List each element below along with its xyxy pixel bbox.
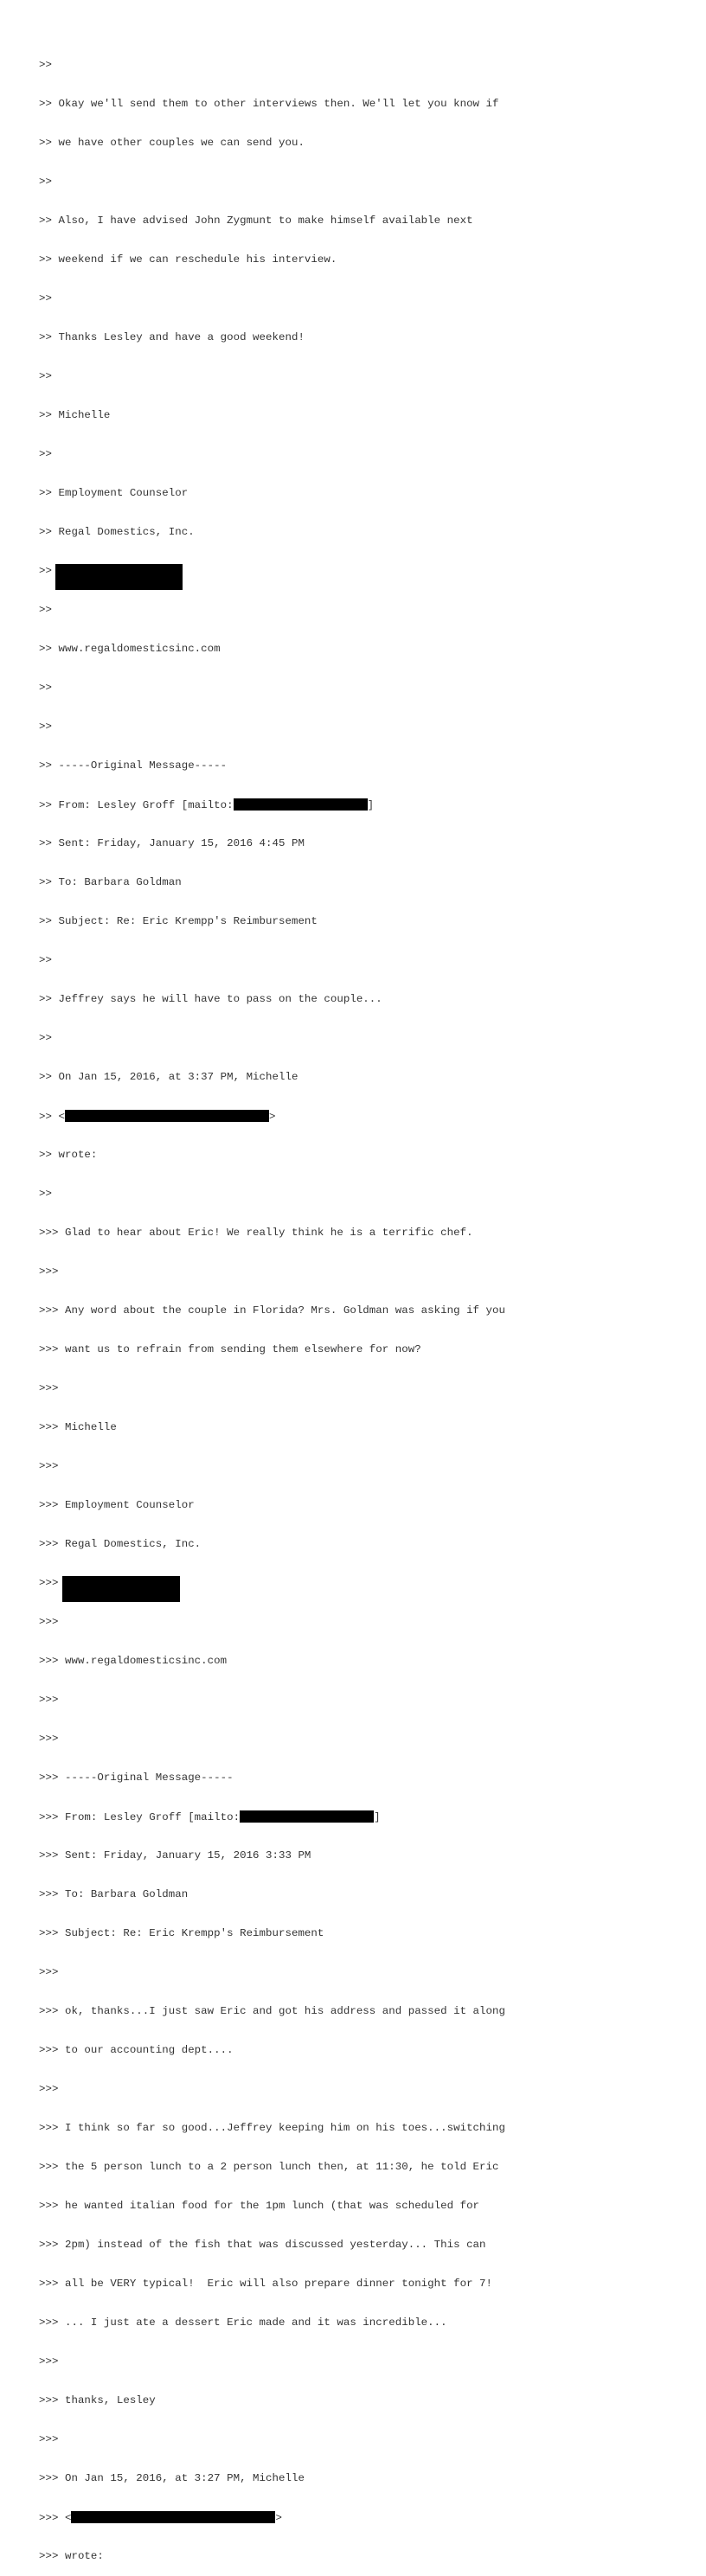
text-line: >> From: Lesley Groff [mailto: ] [39,799,375,811]
redaction-block [240,1810,374,1823]
text-line: >>> Employment Counselor [39,1499,195,1511]
text-line: >>> ... I just ate a dessert Eric made and it was incredible... [39,2316,447,2329]
text-line: >>> thanks, Lesley [39,2394,156,2406]
text-line: >>> [39,1694,59,1706]
text-line: >> < > [39,1111,276,1123]
text-line: >>> From: Lesley Groff [mailto: ] [39,1811,381,1823]
text-line: >> [39,565,505,578]
text-line: >> [39,954,52,966]
text-line: >>> [39,1382,59,1394]
text-line: >>> wrote: [39,2550,104,2562]
text-line: >>> I think so far so good...Jeffrey keeping him on his toes...switching [39,2122,505,2134]
text-line: >> [39,448,52,460]
text-line: >>> [39,2355,59,2368]
text-line: >> Also, I have advised John Zygmunt to make himself available next [39,215,473,227]
text-line: >>> [39,2433,59,2445]
text-line: >>> [39,1616,59,1628]
text-line: >>> Michelle [39,1421,117,1433]
text-line: >>> to our accounting dept.... [39,2044,234,2056]
text-line: >> we have other couples we can send you. [39,137,305,149]
text-line: >>> Sent: Friday, January 15, 2016 3:33 PM [39,1849,311,1862]
text-line: >>> [39,1266,59,1278]
email-document [39,33,505,2576]
text-line: >>> -----Original Message----- [39,1772,234,1784]
text-line: >> Employment Counselor [39,487,189,499]
text-line: >> Jeffrey says he will have to pass on the couple... [39,993,382,1005]
text-line: >>> [39,1460,59,1472]
text-line: >> [39,721,52,733]
text-line: >> [39,370,52,382]
text-line: >>> To: Barbara Goldman [39,1888,189,1900]
text-line: >> www.regaldomesticsinc.com [39,643,221,655]
text-line: >>> want us to refrain from sending them elsewhere for now? [39,1343,421,1355]
text-line: >>> [39,1966,59,1978]
text-line: >>> Glad to hear about Eric! We really think he is a terrific chef. [39,1227,473,1239]
text-line: >> On Jan 15, 2016, at 3:37 PM, Michelle [39,1071,298,1083]
text-line: >>> he wanted italian food for the 1pm lunch (that was scheduled for [39,2200,480,2212]
redaction-block [55,564,183,590]
redaction-block [65,1110,269,1122]
text-line: >>> Any word about the couple in Florida? Mrs. Goldman was asking if you [39,1304,505,1317]
text-line: >> To: Barbara Goldman [39,876,182,888]
text-line: >> [39,1188,52,1200]
redaction-block [62,1576,180,1602]
text-line: >> -----Original Message----- [39,759,228,772]
text-line: >>> the 5 person lunch to a 2 person lunch then, at 11:30, he told Eric [39,2161,499,2173]
text-line: >> weekend if we can reschedule his interview. [39,253,337,266]
text-line: >> Okay we'll send them to other interviews then. We'll let you know if [39,98,499,110]
text-line: >>> < > [39,2512,282,2524]
text-line: >> [39,59,52,71]
text-line: >> Sent: Friday, January 15, 2016 4:45 PM [39,837,305,849]
text-line: >>> On Jan 15, 2016, at 3:27 PM, Michelle [39,2472,305,2484]
text-line: >>> 2pm) instead of the fish that was discussed yesterday... This can [39,2239,486,2251]
text-line: >> [39,682,52,694]
text-line: >> [39,292,52,304]
text-line: >> [39,1032,52,1044]
text-line: >>> [39,2083,59,2095]
text-line: >>> Regal Domestics, Inc. [39,1538,202,1550]
text-line: >> Regal Domestics, Inc. [39,526,195,538]
text-line: >> Subject: Re: Eric Krempp's Reimbursement [39,915,318,927]
text-line: >> Thanks Lesley and have a good weekend! [39,331,305,343]
text-line: >> [39,604,52,616]
text-line: >>> www.regaldomesticsinc.com [39,1655,228,1667]
text-line: >>> [39,1577,505,1590]
text-line: >>> all be VERY typical! Eric will also prepare dinner tonight for 7! [39,2278,493,2290]
text-line: >>> Subject: Re: Eric Krempp's Reimbursement [39,1927,324,1939]
text-line: >> Michelle [39,409,111,421]
text-line: >>> ok, thanks...I just saw Eric and got his address and passed it along [39,2005,505,2017]
redaction-block [234,798,368,811]
text-line: >>> [39,1733,59,1745]
redaction-block [71,2511,275,2523]
text-line: >> wrote: [39,1149,98,1161]
text-line: >> [39,176,52,188]
